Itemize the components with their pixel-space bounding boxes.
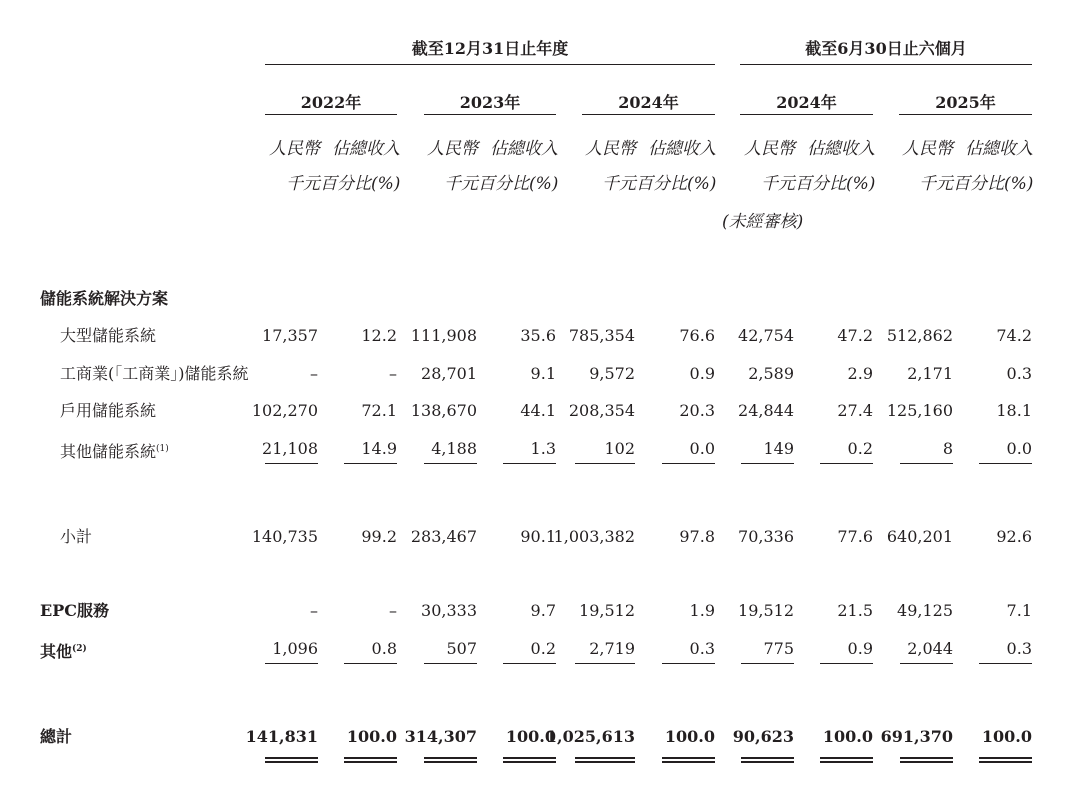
row-large-ess-cell: 512,862 [886,326,953,345]
row-total-cell: 141,831 [245,727,318,746]
row-other-cell: 0.2 [530,639,556,658]
row-subtotal-cell: 640,201 [886,527,953,546]
year-rule [899,114,1032,115]
footnote-marker: (1) [156,444,169,454]
row-other-cell: 507 [446,639,477,658]
row-ci-ess-cell: 9,572 [589,364,635,383]
section-label-ess: 儲能系統解決方案 [40,289,169,308]
row-ci-ess-cell: 0.9 [689,364,715,383]
cell-double-underline [820,757,873,763]
row-other-cell: 1,096 [272,639,318,658]
row-ci-ess-cell: 2,589 [748,364,794,383]
col-pct-label: 佔總收入 [332,139,400,159]
row-total-cell: 314,307 [404,727,477,746]
row-total-cell: 100.0 [822,727,873,746]
row-total-cell: 100.0 [346,727,397,746]
cell-double-underline [503,757,556,763]
row-household-ess-cell: 18.1 [996,401,1032,420]
col-thousand-label: 千元 [286,174,320,194]
row-label-other-ess: 其他儲能系統$^{(1)}$ [60,442,169,461]
row-other-ess-cell: 149 [763,439,794,458]
col-rmb-label: 人民幣 [902,139,953,159]
row-subtotal-cell: 97.8 [679,527,715,546]
row-large-ess-cell: 74.2 [996,326,1032,345]
row-other-cell: 0.3 [689,639,715,658]
row-other-ess-cell: 102 [604,439,635,458]
row-household-ess-cell: 138,670 [410,401,477,420]
cell-underline [979,663,1032,664]
row-subtotal-cell: 283,467 [410,527,477,546]
col-pct-label: 佔總收入 [490,139,558,159]
row-epc-cell: 21.5 [837,601,873,620]
row-subtotal-cell: 77.6 [837,527,873,546]
header-group-year-end-rule [265,64,715,65]
row-epc-cell: – [310,601,318,620]
row-subtotal-cell: 92.6 [996,527,1032,546]
row-household-ess-cell: 27.4 [837,401,873,420]
col-pct-unit-label: 百分比(%) [795,174,876,194]
row-large-ess-cell: 47.2 [837,326,873,345]
row-other-ess-cell: 0.0 [1006,439,1032,458]
row-ci-ess-cell: 9.1 [530,364,556,383]
row-household-ess-cell: 125,160 [886,401,953,420]
cell-double-underline [900,757,953,763]
cell-double-underline [741,757,794,763]
header-group-year-end: 截至12月31日止年度 [411,39,569,58]
year-rule [582,114,715,115]
col-rmb-label: 人民幣 [744,139,795,159]
row-large-ess-cell: 111,908 [410,326,477,345]
year-rule [424,114,556,115]
header-group-six-months: 截至6月30日止六個月 [805,39,967,58]
cell-double-underline [979,757,1032,763]
row-ci-ess-cell: 2.9 [847,364,873,383]
row-subtotal-cell: 90.1 [520,527,556,546]
row-ci-ess-cell: 2,171 [907,364,953,383]
row-label-household-ess: 戶用儲能系統 [60,401,157,420]
row-label-large-ess: 大型儲能系統 [60,326,157,345]
row-label-subtotal: 小計 [60,527,93,546]
row-household-ess-cell: 44.1 [520,401,556,420]
col-thousand-label: 千元 [919,174,953,194]
col-pct-unit-label: 百分比(%) [478,174,559,194]
col-pct-label: 佔總收入 [807,139,875,159]
row-subtotal-cell: 1,003,382 [553,527,635,546]
row-other-ess-cell: 14.9 [361,439,397,458]
year-header-2024-h1: 2024年 [776,93,837,112]
col-pct-unit-label: 百分比(%) [953,174,1034,194]
year-rule [265,114,397,115]
row-epc-cell: 30,333 [421,601,477,620]
row-total-cell: 1,025,613 [545,727,635,746]
year-rule [740,114,873,115]
col-unaudited-label: (未經審核) [722,212,804,232]
header-group-six-months-rule [740,64,1032,65]
row-ci-ess-cell: 0.3 [1006,364,1032,383]
row-subtotal-cell: 70,336 [738,527,794,546]
row-other-cell: 775 [763,639,794,658]
col-rmb-label: 人民幣 [427,139,478,159]
row-ci-ess-cell: – [310,364,318,383]
row-other-ess-cell: 1.3 [530,439,556,458]
cell-double-underline [575,757,635,763]
row-other-ess-cell: 8 [942,439,953,458]
row-other-cell: 2,044 [907,639,953,658]
row-other-cell: 0.8 [371,639,397,658]
row-other-cell: 2,719 [589,639,635,658]
row-epc-cell: 7.1 [1006,601,1032,620]
row-total-cell: 100.0 [664,727,715,746]
row-epc-cell: 19,512 [738,601,794,620]
row-ci-ess-cell: 28,701 [421,364,477,383]
row-large-ess-cell: 42,754 [738,326,794,345]
col-pct-unit-label: 百分比(%) [636,174,717,194]
row-epc-cell: – [389,601,397,620]
row-epc-cell: 1.9 [689,601,715,620]
row-other-cell: 0.3 [1006,639,1032,658]
row-large-ess-cell: 35.6 [520,326,556,345]
row-subtotal-cell: 140,735 [251,527,318,546]
cell-double-underline [662,757,715,763]
row-large-ess-cell: 17,357 [262,326,318,345]
row-epc-cell: 19,512 [579,601,635,620]
col-thousand-label: 千元 [444,174,478,194]
row-household-ess-cell: 102,270 [251,401,318,420]
row-large-ess-cell: 785,354 [568,326,635,345]
row-total-cell: 100.0 [981,727,1032,746]
row-epc-cell: 9.7 [530,601,556,620]
row-ci-ess-cell: – [389,364,397,383]
row-other-ess-cell: 0.0 [689,439,715,458]
row-label-ci-ess: 工商業(「工商業」)儲能系統 [60,364,249,383]
row-label-other: 其他$^{(2)}$ [40,642,87,661]
row-household-ess-cell: 72.1 [361,401,397,420]
row-label-epc: EPC服務 [40,601,109,620]
col-thousand-label: 千元 [761,174,795,194]
footnote-marker: (2) [72,644,87,654]
col-pct-label: 佔總收入 [965,139,1033,159]
cell-double-underline [424,757,477,763]
row-large-ess-cell: 76.6 [679,326,715,345]
row-other-ess-cell: 4,188 [431,439,477,458]
cell-underline [979,463,1032,464]
col-rmb-label: 人民幣 [269,139,320,159]
col-rmb-label: 人民幣 [585,139,636,159]
cell-double-underline [344,757,397,763]
row-household-ess-cell: 208,354 [568,401,635,420]
row-epc-cell: 49,125 [897,601,953,620]
row-other-ess-cell: 0.2 [847,439,873,458]
col-pct-unit-label: 百分比(%) [320,174,401,194]
row-label-total: 總計 [40,727,73,746]
year-header-2023: 2023年 [459,93,521,112]
year-header-2022: 2022年 [300,93,362,112]
row-household-ess-cell: 24,844 [738,401,794,420]
year-header-2024: 2024年 [618,93,679,112]
row-total-cell: 691,370 [880,727,953,746]
cell-double-underline [265,757,318,763]
col-thousand-label: 千元 [602,174,636,194]
col-pct-label: 佔總收入 [648,139,716,159]
row-total-cell: 100.0 [505,727,556,746]
row-large-ess-cell: 12.2 [361,326,397,345]
row-other-cell: 0.9 [847,639,873,658]
row-total-cell: 90,623 [732,727,794,746]
row-household-ess-cell: 20.3 [679,401,715,420]
year-header-2025-h1: 2025年 [935,93,996,112]
row-other-ess-cell: 21,108 [262,439,318,458]
row-subtotal-cell: 99.2 [361,527,397,546]
